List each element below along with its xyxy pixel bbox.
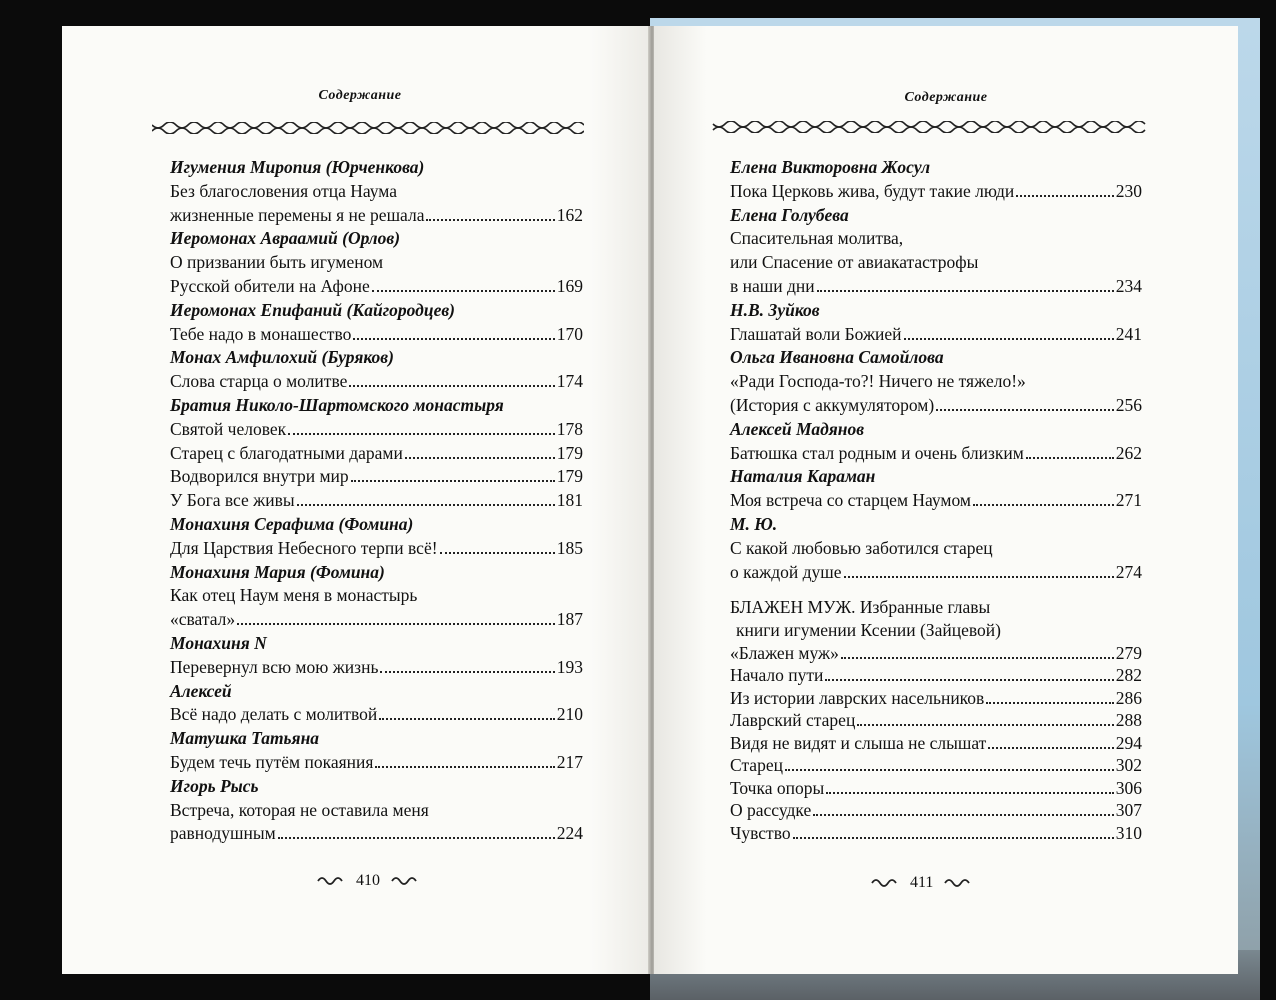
toc-entry-title: Точка опоры (730, 777, 825, 798)
toc-author: Алексей Мадянов (730, 418, 865, 439)
toc-entry-line (170, 608, 583, 630)
toc-entry-title: (История с аккумулятором) (730, 395, 935, 415)
toc-page-number: 274 (1115, 561, 1142, 582)
dot-leader (375, 766, 554, 768)
toc-entry-line (170, 180, 583, 202)
toc-entry-line (730, 687, 1142, 709)
toc-author: Ольга Ивановна Самойлова (730, 347, 944, 368)
toc-section-title: БЛАЖЕН МУЖ. Избранные главы (730, 597, 991, 618)
toc-entry-line (730, 799, 1142, 821)
toc-page-number: 294 (1115, 732, 1142, 753)
dot-leader (379, 718, 555, 720)
toc-entry-line (730, 822, 1142, 844)
dot-leader (973, 504, 1114, 506)
toc-page-number: 193 (556, 656, 583, 677)
dot-leader (904, 338, 1114, 340)
toc-entry-title: «сватал» (170, 609, 236, 630)
toc-entry-line (170, 584, 583, 606)
toc-page-number: 307 (1115, 800, 1142, 821)
toc-entry-line (170, 822, 583, 844)
toc-author: Наталия Караман (730, 466, 876, 487)
dot-leader (988, 747, 1113, 749)
dot-leader (785, 769, 1114, 771)
dot-leader (278, 837, 555, 839)
dot-leader (351, 480, 555, 482)
toc-entry-line (170, 204, 583, 226)
folio-ornament-icon (390, 875, 420, 887)
dot-leader (349, 385, 554, 387)
toc-entry-line (170, 323, 583, 345)
toc-entry-title: жизненные перемены я не решала (170, 204, 425, 225)
toc-author: Монахиня Серафима (Фомина) (170, 514, 414, 534)
toc-page-number: 210 (556, 704, 583, 725)
toc-entry-title: Моя встреча со старцем Наумом (730, 490, 972, 511)
toc-author: Елена Викторовна Жосул (730, 157, 931, 177)
dot-leader (841, 657, 1114, 659)
toc-page-number: 262 (1115, 442, 1142, 463)
toc-entry-title: Пока Церковь жива, будут такие люди (730, 180, 1015, 201)
toc-entry-title: Чувство (730, 822, 791, 843)
toc-entry-line (730, 777, 1142, 799)
toc-entry-line (170, 489, 583, 511)
toc-entry-line (730, 754, 1142, 776)
toc-entry-title: Глашатай воли Божией (730, 323, 902, 344)
dot-leader (353, 338, 554, 340)
dot-leader (297, 504, 555, 506)
toc-entry-title: о каждой душе (730, 561, 842, 582)
dot-leader (237, 623, 555, 625)
toc-page-number: 187 (556, 609, 583, 630)
right-page-number: 411 (910, 874, 934, 891)
toc-entry-title: «Ради Господа-то?! Ничего не тяжело!» (730, 371, 1026, 392)
toc-entry-title: Слова старца о молитве (170, 371, 348, 392)
toc-page-number: 179 (556, 442, 583, 463)
toc-page-number: 179 (556, 466, 583, 487)
toc-entry-title: Спасительная молитва, (730, 228, 904, 249)
toc-entry-title: «Блажен муж» (730, 642, 839, 663)
toc-entry-line (730, 180, 1142, 202)
toc-entry-title: Для Царствия Небесного терпи всё! (170, 537, 438, 558)
toc-entry-line (170, 251, 583, 273)
toc-entry-title: Лаврский старец (730, 710, 856, 731)
toc-page-number: 224 (556, 823, 583, 844)
toc-page-number: 234 (1115, 276, 1142, 296)
toc-entry-title: Водворился внутри мир (170, 466, 349, 487)
dot-leader (793, 837, 1114, 839)
toc-entry-line (730, 323, 1142, 345)
toc-entry-title: С какой любовью заботился старец (730, 537, 993, 558)
dot-leader (405, 457, 555, 459)
toc-page-number: 217 (556, 752, 583, 772)
toc-page-number: 256 (1115, 395, 1142, 415)
toc-author: Иеромонах Авраамий (Орлов) (170, 228, 401, 249)
toc-page-number: 279 (1115, 642, 1142, 663)
toc-author: Елена Голубева (730, 204, 849, 225)
toc-author: М. Ю. (730, 514, 778, 534)
right-braid-ornament (712, 121, 1146, 133)
toc-entry-line (170, 751, 583, 773)
toc-entry-title: Перевернул всю мою жизнь (170, 656, 379, 677)
toc-entry-title: Начало пути (730, 665, 824, 686)
dot-leader (817, 290, 1114, 292)
toc-entry-line (170, 656, 583, 678)
toc-author: Братия Николо-Шартомского монастыря (170, 395, 504, 415)
toc-entry-title: У Бога все живы (170, 490, 295, 511)
toc-entry-line (730, 227, 1142, 249)
toc-page-number: 282 (1115, 665, 1142, 686)
toc-page-number: 178 (556, 418, 583, 439)
toc-entry-line (730, 442, 1142, 464)
toc-entry-line (170, 703, 583, 725)
toc-entry-line (730, 664, 1142, 686)
toc-page-number: 162 (556, 204, 583, 225)
toc-author: Игумения Миропия (Юрченкова) (170, 157, 425, 177)
toc-author: Монахиня N (170, 633, 267, 653)
toc-page-number: 288 (1115, 710, 1142, 731)
dot-leader (825, 679, 1113, 681)
left-table-of-contents (170, 156, 583, 856)
toc-entry-title: О призвании быть игуменом (170, 252, 384, 273)
left-braid-ornament (152, 122, 584, 134)
toc-entry-title: Видя не видят и слыша не слышат (730, 732, 987, 753)
toc-entry-line (730, 537, 1142, 559)
toc-entry-line (170, 537, 583, 559)
toc-entry-line (730, 709, 1142, 731)
toc-page-number: 310 (1115, 822, 1142, 843)
toc-entry-line (170, 370, 583, 392)
toc-entry-line (170, 465, 583, 487)
toc-page-number: 241 (1115, 323, 1142, 344)
toc-entry-title: Всё надо делать с молитвой (170, 704, 378, 725)
toc-section-subtitle: книги игумении Ксении (Зайцевой) (736, 619, 1001, 640)
toc-entry-title: Как отец Наум меня в монастырь (170, 585, 418, 606)
toc-entry-title: О рассудке (730, 800, 812, 821)
toc-entry-line (730, 732, 1142, 754)
toc-entry-line (730, 370, 1142, 392)
toc-entry-title: в наши дни (730, 276, 815, 296)
left-page-header: Содержание (318, 88, 402, 103)
left-page (62, 26, 650, 974)
toc-page-number: 230 (1115, 180, 1142, 201)
toc-entry-line (170, 442, 583, 464)
toc-author: Иеромонах Епифаний (Кайгородцев) (170, 299, 455, 320)
left-folio (316, 872, 420, 890)
dot-leader (372, 290, 555, 292)
toc-page-number: 286 (1115, 687, 1142, 708)
folio-ornament-icon (943, 877, 973, 889)
toc-author: Монахиня Мария (Фомина) (170, 561, 385, 582)
toc-page-number: 174 (556, 371, 583, 392)
toc-entry-title: Будем течь путём покаяния (170, 752, 374, 772)
toc-author: Матушка Татьяна (170, 728, 320, 749)
toc-entry-line (730, 489, 1142, 511)
dot-leader (426, 219, 554, 221)
toc-page-number: 306 (1115, 777, 1142, 798)
right-page-header: Содержание (904, 90, 988, 105)
dot-leader (288, 433, 555, 435)
dot-leader (936, 409, 1114, 411)
toc-entry-title: равнодушным (170, 823, 276, 844)
dot-leader (844, 576, 1114, 578)
toc-entry-title: или Спасение от авиакатастрофы (730, 252, 979, 273)
toc-page-number: 170 (556, 323, 583, 344)
toc-entry-title: Старец с благодатными дарами (170, 442, 403, 463)
dot-leader (826, 792, 1114, 794)
toc-author: Алексей (170, 680, 232, 701)
toc-entry-title: Святой человек (170, 418, 287, 439)
dot-leader (380, 671, 554, 673)
toc-entry-title: Батюшка стал родным и очень близким (730, 442, 1024, 463)
folio-ornament-icon (316, 875, 346, 887)
toc-entry-title: Тебе надо в монашество (170, 323, 352, 344)
toc-entry-title: Русской обители на Афоне (170, 276, 370, 296)
toc-entry-line (170, 275, 583, 297)
toc-entry-title: Без благословения отца Наума (170, 180, 397, 201)
right-table-of-contents (730, 156, 1142, 856)
toc-author: Н.В. Зуйков (730, 299, 820, 320)
dot-leader (1016, 195, 1113, 197)
toc-author: Монах Амфилохий (Буряков) (170, 347, 394, 368)
toc-entry-line (730, 275, 1142, 297)
toc-entry-title: Встреча, которая не оставила меня (170, 799, 429, 820)
toc-entry-line (730, 561, 1142, 583)
toc-entry-title: Из истории лаврских насельников (730, 687, 985, 708)
right-page (654, 26, 1238, 974)
dot-leader (986, 702, 1113, 704)
folio-ornament-icon (870, 877, 900, 889)
toc-entry-line (170, 418, 583, 440)
toc-entry-line (730, 251, 1142, 273)
toc-entry-line (170, 799, 583, 821)
dot-leader (813, 814, 1114, 816)
toc-page-number: 302 (1115, 755, 1142, 776)
toc-page-number: 169 (556, 276, 583, 296)
toc-entry-line (730, 394, 1142, 416)
left-page-number: 410 (356, 872, 380, 889)
toc-author: Игорь Рысь (170, 775, 259, 796)
dot-leader (857, 724, 1113, 726)
toc-page-number: 271 (1115, 490, 1142, 511)
toc-entry-title: Старец (730, 755, 783, 776)
toc-page-number: 181 (556, 490, 583, 511)
dot-leader (440, 552, 555, 554)
toc-entry-line (730, 642, 1142, 664)
dot-leader (1026, 457, 1114, 459)
toc-page-number: 185 (556, 537, 583, 558)
right-folio (870, 874, 973, 892)
